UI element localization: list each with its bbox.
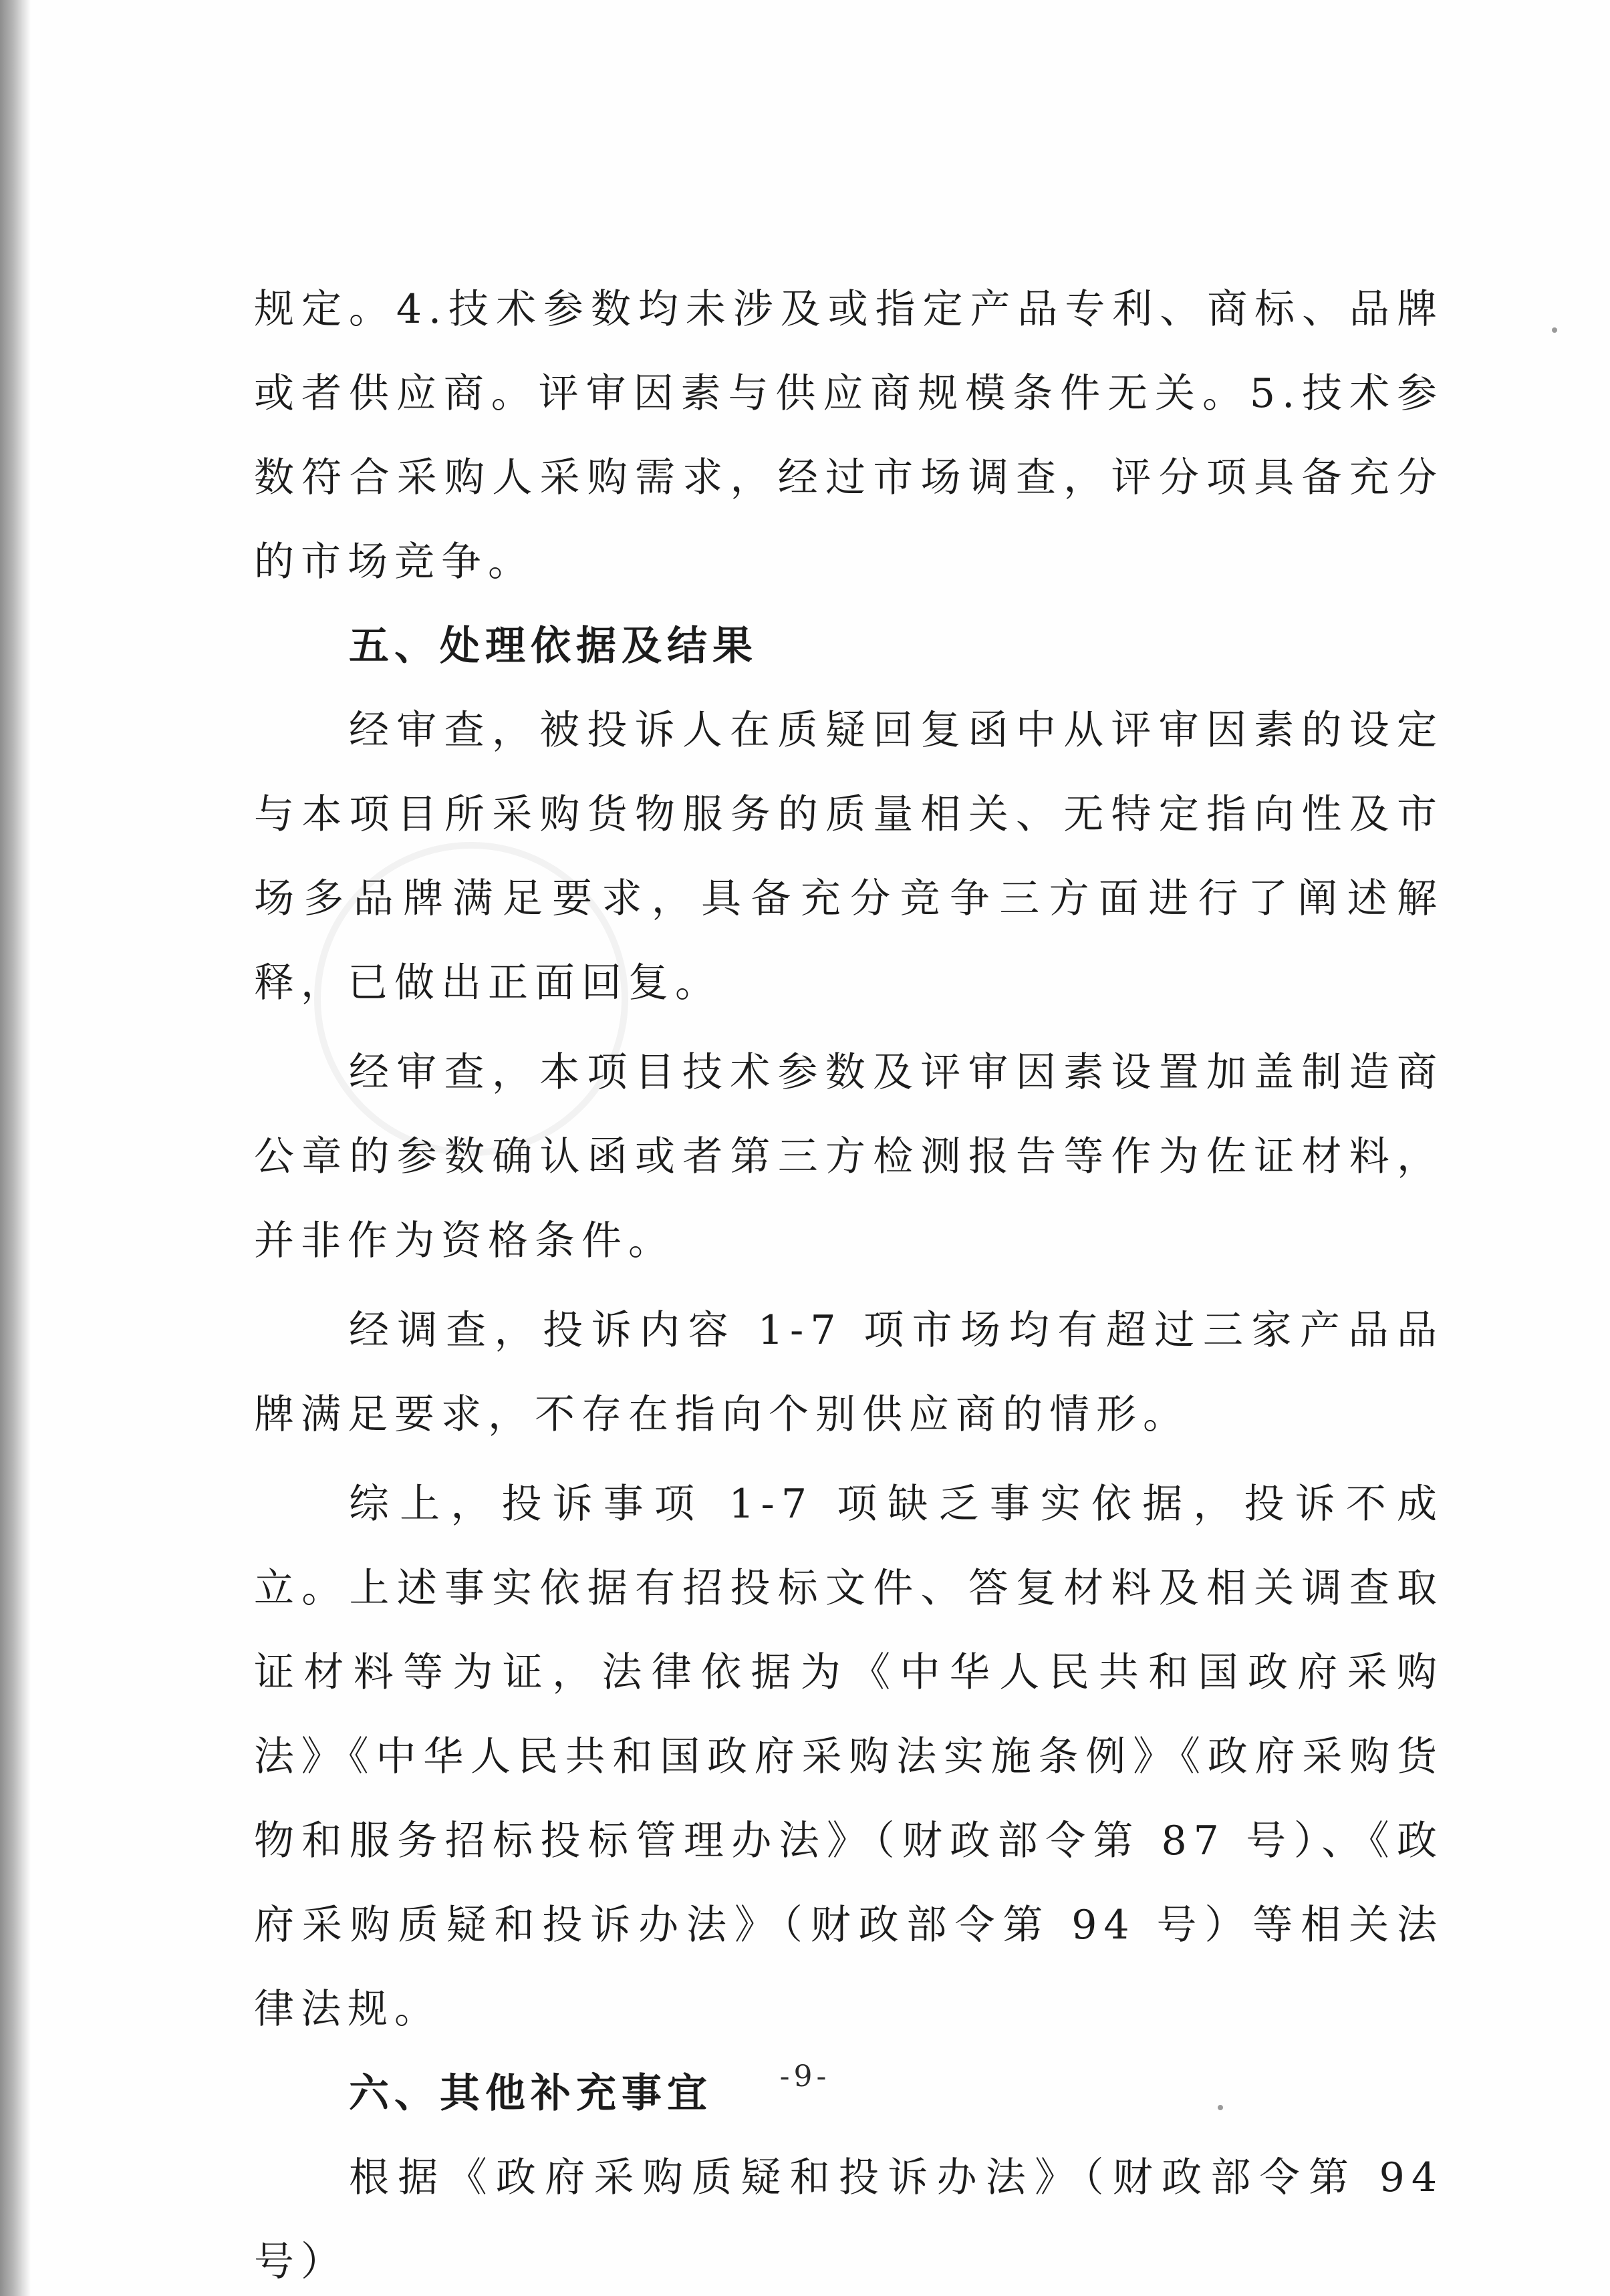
paragraph-review-parameters: 经审查，本项目技术参数及评审因素设置加盖制造商公章的参数确认函或者第三方检测报告等作为佐证材料，并非作为资格条件。 bbox=[254, 1049, 1444, 1264]
section-heading-6: 六、其他补充事宜 bbox=[349, 2070, 712, 2117]
page-number: -9- bbox=[779, 2059, 831, 2094]
paragraph-review-reply: 经审查，被投诉人在质疑回复函中从评审因素的设定与本项目所采购货物服务的质量相关、无特定指向性及市场多品牌满足要求，具备充分竞争三方面进行了阐述解释，已做出正面回复。 bbox=[254, 707, 1444, 1006]
document-body bbox=[254, 267, 1444, 2296]
paragraph-conclusion: 综上，投诉事项 1-7 项缺乏事实依据，投诉不成立。上述事实依据有招投标文件、答复材料及相关调查取证材料等为证，法律依据为《中华人民共和国政府采购法》《中华人民共和国政府采购法实施条例》《政府采购货物和服务招标投标管理办法》（财政部令第 87 号）、《政府采购质疑和投诉办法》（财政部令第 94 号）等相关法律法规。 bbox=[254, 1481, 1444, 2033]
section-heading-5: 五、处理依据及结果 bbox=[349, 623, 758, 670]
scan-speck bbox=[1552, 327, 1557, 333]
paragraph-continuation: 规定。4.技术参数均未涉及或指定产品专利、商标、品牌或者供应商。评审因素与供应商规模条件无关。5.技术参数符合采购人采购需求，经过市场调查，评分项具备充分的市场竞争。 bbox=[254, 286, 1444, 585]
paragraph-investigation: 经调查，投诉内容 1-7 项市场均有超过三家产品品牌满足要求，不存在指向个别供应商的情形。 bbox=[254, 1307, 1444, 1438]
paragraph-supplementary: 根据《政府采购质疑和投诉办法》（财政部令第 94 号） bbox=[254, 2154, 1444, 2285]
scan-edge-shadow bbox=[0, 0, 31, 2296]
